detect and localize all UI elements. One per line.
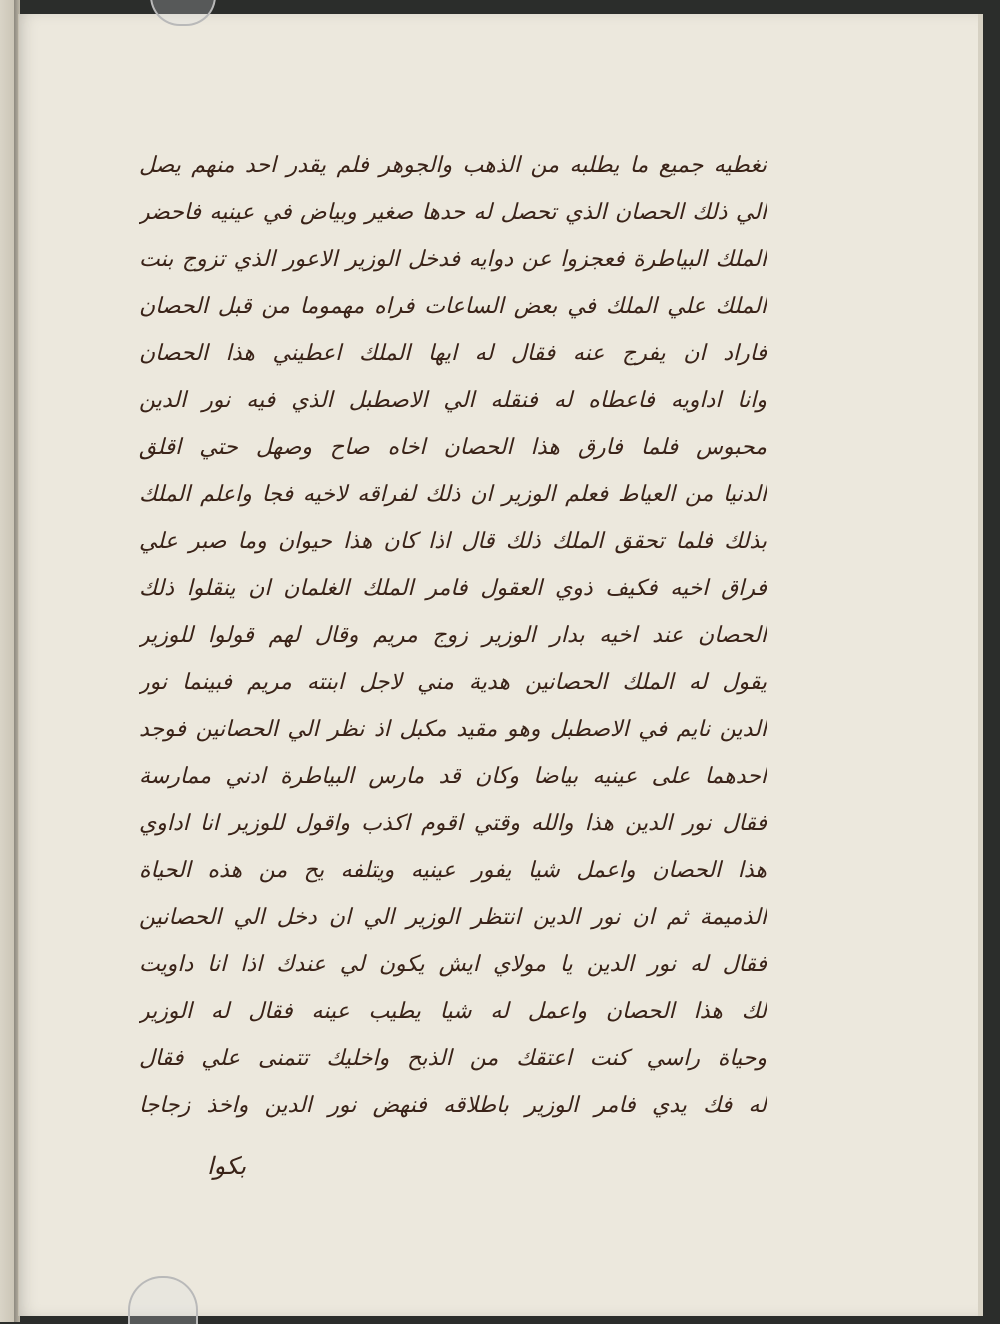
catchword: بكوا	[207, 1152, 246, 1180]
text-line-12: يقول له الملك الحصانين هدية مني لاجل ابنته مريم فبينما نور	[139, 670, 767, 695]
text-line-17: الذميمة ثم ان نور الدين انتظر الوزير الي ان دخل الي الحصانين	[139, 905, 767, 930]
text-line-19: لك هذا الحصان واعمل له شيا يطيب عينه فقال له الوزير	[139, 999, 767, 1024]
text-line-13: الدين نايم في الاصطبل وهو مقيد مكبل اذ نظر الي الحصانين فوجد	[139, 717, 767, 742]
text-line-10: فراق اخيه فكيف ذوي العقول فامر الملك الغلمان ان ينقلوا ذلك	[139, 576, 767, 601]
text-line-11: الحصان عند اخيه بدار الوزير زوج مريم وقال لهم قولوا للوزير	[139, 623, 767, 648]
text-line-3: الملك البياطرة فعجزوا عن دوايه فدخل الوزير الاعور الذي تزوج بنت	[139, 247, 767, 272]
text-line-6: وانا اداويه فاعطاه له فنقله الي الاصطبل الذي فيه نور الدين	[139, 388, 767, 413]
text-line-16: هذا الحصان واعمل شيا يفور عينيه ويتلفه يح من هذه الحياة	[139, 858, 767, 883]
text-line-20: وحياة راسي كنت اعتقك من الذبح واخليك تتمنى علي فقال	[139, 1046, 767, 1071]
text-line-5: فاراد ان يفرج عنه فقال له ايها الملك اعطيني هذا الحصان	[139, 341, 767, 366]
text-line-15: فقال نور الدين هذا والله وقتي اقوم اكذب واقول للوزير انا اداوي	[139, 811, 767, 836]
text-line-4: الملك علي الملك في بعض الساعات فراه مهموما من قبل الحصان	[139, 294, 767, 319]
text-line-2: الي ذلك الحصان الذي تحصل له حدها صغير وبياض في عينيه فاحضر	[139, 200, 767, 225]
text-line-18: فقال له نور الدين يا مولاي ايش يكون لي عندك اذا انا داويت	[139, 952, 767, 977]
manuscript-text-block	[139, 142, 767, 1129]
text-line-7: محبوس فلما فارق هذا الحصان اخاه صاح وصهل حتي اقلق	[139, 435, 767, 460]
text-line-8: الدنيا من العياط فعلم الوزير ان ذلك لفراقه لاخيه فجا واعلم الملك	[139, 482, 767, 507]
manuscript-page	[18, 14, 981, 1316]
page-fore-edge	[978, 14, 983, 1316]
text-line-9: بذلك فلما تحقق الملك ذلك قال اذا كان هذا حيوان وما صبر علي	[139, 529, 767, 554]
text-line-21: له فك يدي فامر الوزير باطلاقه فنهض نور الدين واخذ زجاجا	[139, 1093, 767, 1118]
text-line-14: احدهما على عينيه بياضا وكان قد مارس البياطرة ادني ممارسة	[139, 764, 767, 789]
text-line-1: نغطيه جميع ما يطلبه من الذهب والجوهر فلم يقدر احد منهم يصل	[139, 153, 767, 178]
